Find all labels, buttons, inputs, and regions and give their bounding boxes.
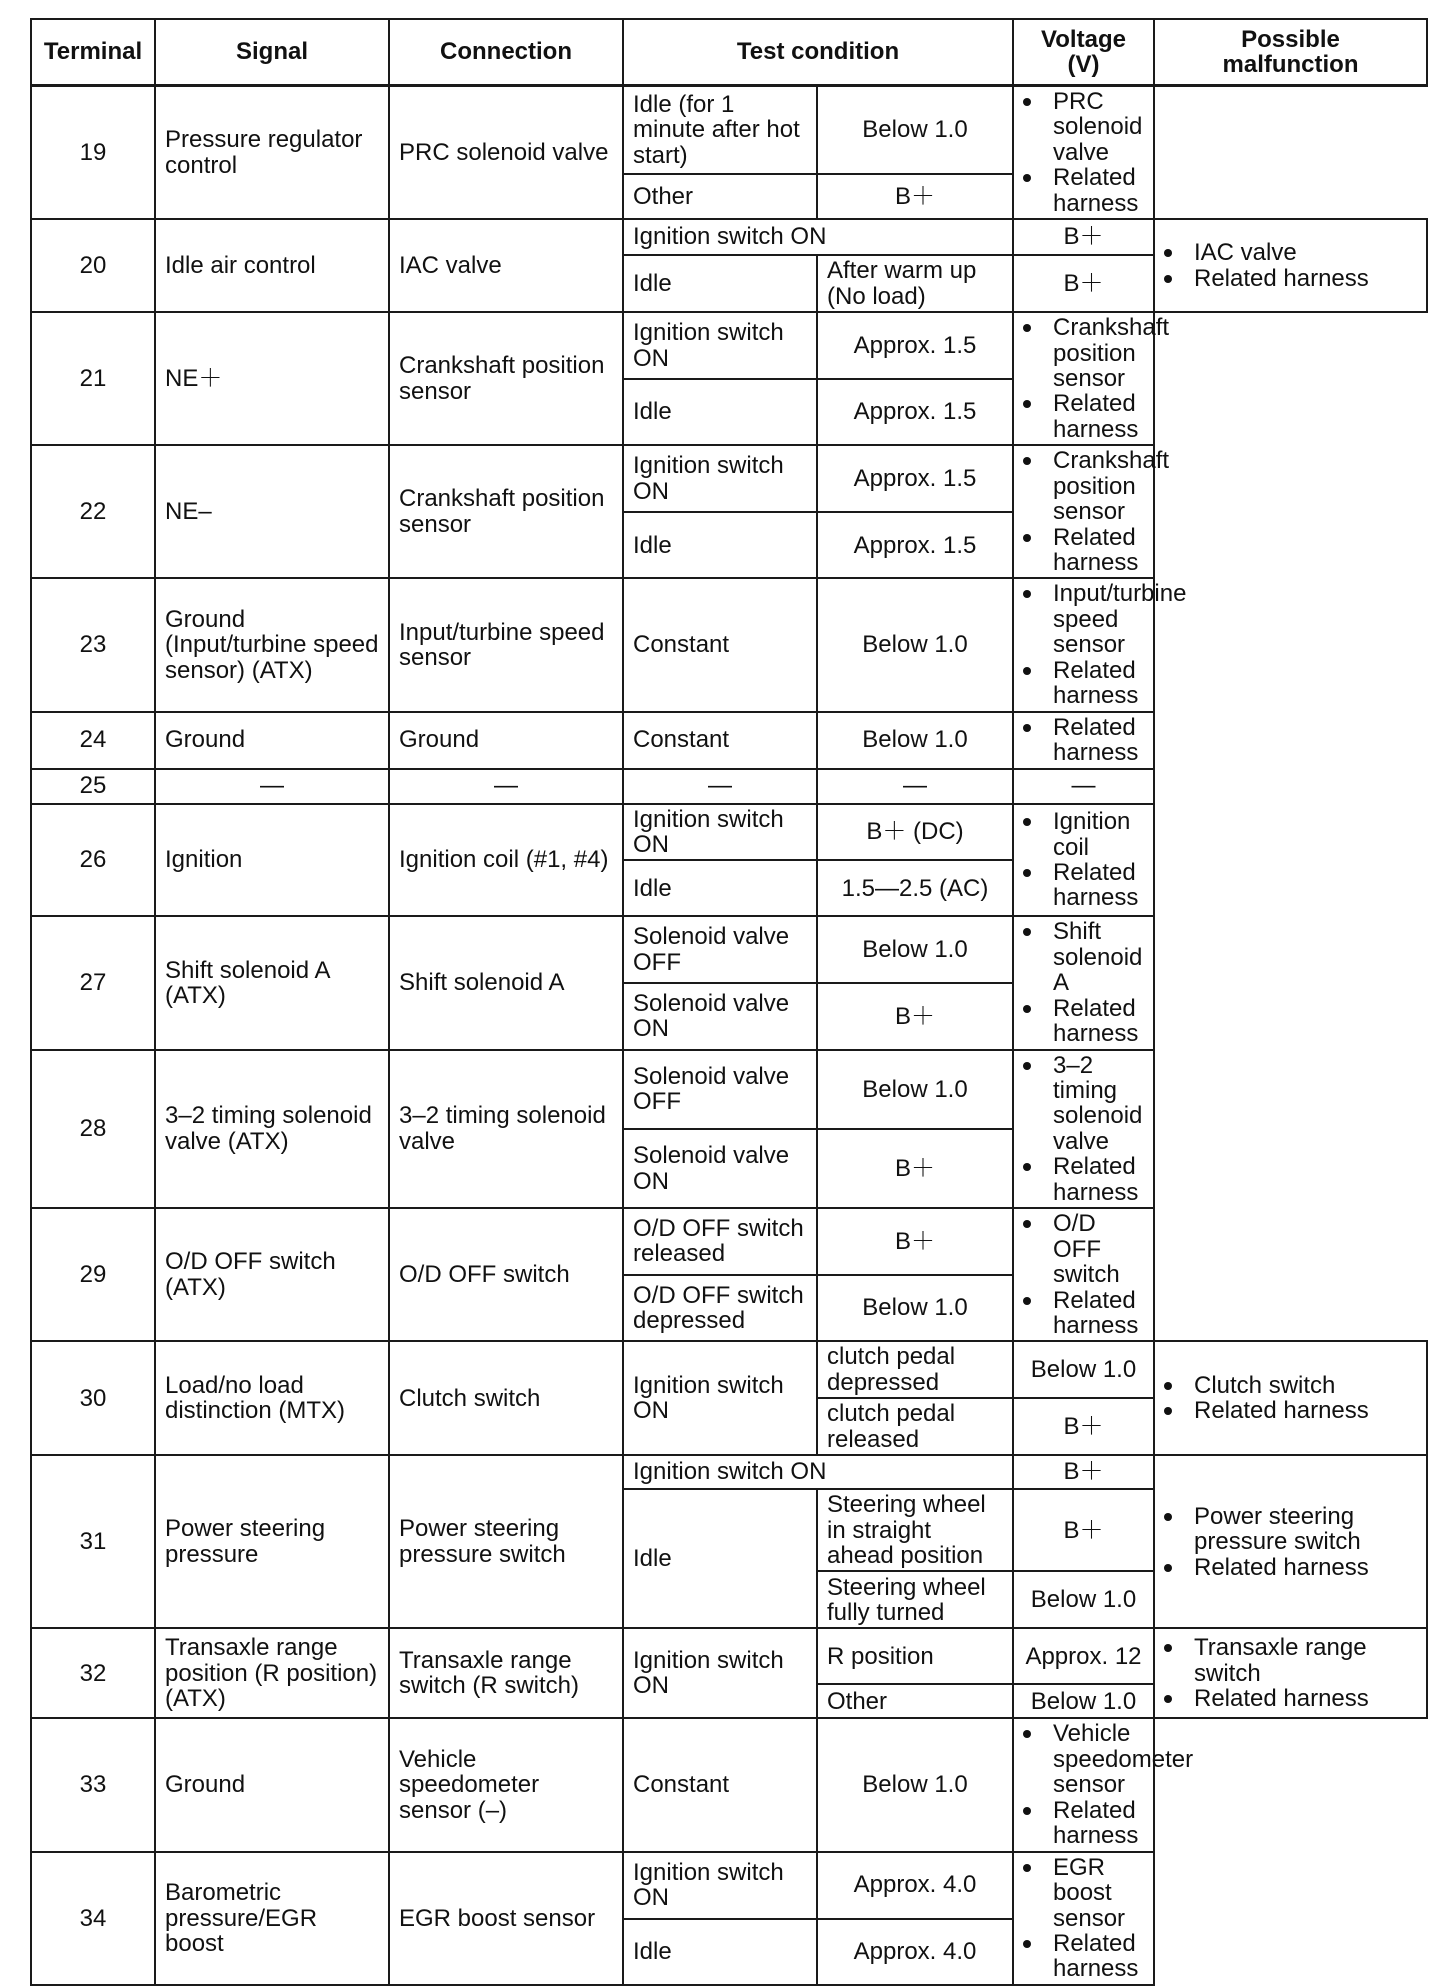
malfunction-item: Related harness — [1164, 266, 1417, 291]
malfunction-list — [1023, 1211, 1144, 1338]
malfunction-cell — [1013, 312, 1170, 445]
voltage-cell: B＋ — [1013, 1398, 1154, 1455]
signal-cell: Ignition — [155, 804, 389, 917]
malfunction-item: Ignition coil — [1023, 809, 1144, 860]
test-condition-cell: Idle (for 1 minute after hot start) — [623, 86, 817, 175]
test-condition-cell: Ignition switch ON — [623, 312, 817, 379]
test-subcondition-cell: clutch pedal depressed — [817, 1341, 1013, 1398]
malfunction-cell — [1013, 804, 1154, 917]
malfunction-list — [1023, 580, 1187, 710]
malfunction-cell — [1013, 445, 1170, 578]
voltage-cell: B＋ — [1013, 219, 1154, 255]
malfunction-list — [1023, 1053, 1144, 1206]
malfunction-list — [1164, 1635, 1417, 1711]
header-connection: Connection — [389, 19, 623, 86]
voltage-cell: Approx. 4.0 — [817, 1919, 1013, 1985]
voltage-cell: Approx. 1.5 — [817, 512, 1013, 578]
signal-cell: Load/no load distinction (MTX) — [155, 1341, 389, 1455]
table-row — [31, 804, 1427, 861]
header-row — [31, 19, 1427, 86]
malfunction-item: Related harness — [1023, 996, 1144, 1047]
malfunction-list — [1164, 1504, 1417, 1580]
test-subcondition-cell: Other — [817, 1684, 1013, 1718]
terminal-voltage-table — [30, 18, 1428, 1986]
malfunction-list — [1023, 1855, 1144, 1982]
connection-cell: IAC valve — [389, 219, 623, 312]
connection-cell: Crankshaft position sensor — [389, 445, 623, 578]
signal-cell: Ground — [155, 712, 389, 769]
voltage-cell: Below 1.0 — [817, 712, 1013, 769]
test-condition-cell: Ignition switch ON — [623, 1455, 1013, 1489]
test-condition-cell: O/D OFF switch released — [623, 1208, 817, 1275]
test-condition-cell: Ignition switch ON — [623, 804, 817, 861]
malfunction-item: Related harness — [1023, 525, 1144, 576]
voltage-cell: B＋ — [1013, 1455, 1154, 1489]
connection-cell: PRC solenoid valve — [389, 86, 623, 220]
table-row — [31, 769, 1427, 804]
signal-cell: Ground — [155, 1718, 389, 1851]
signal-cell: Ground (Input/turbine speed sensor) (ATX) — [155, 578, 389, 711]
malfunction-cell — [1013, 1050, 1154, 1209]
signal-cell: Pressure regulator control — [155, 86, 389, 220]
voltage-cell: B＋ — [817, 174, 1013, 219]
test-subcondition-cell: clutch pedal released — [817, 1398, 1013, 1455]
malfunction-list — [1023, 809, 1144, 911]
test-condition-cell: Solenoid valve ON — [623, 983, 817, 1050]
terminal-cell: 29 — [31, 1208, 155, 1341]
terminal-cell: 33 — [31, 1718, 155, 1851]
header-signal: Signal — [155, 19, 389, 86]
voltage-cell: Approx. 12 — [1013, 1628, 1154, 1684]
malfunction-cell — [1013, 1718, 1194, 1851]
terminal-cell: 34 — [31, 1852, 155, 1985]
connection-cell: Clutch switch — [389, 1341, 623, 1455]
malfunction-item: Related harness — [1164, 1555, 1417, 1580]
table-row — [31, 219, 1427, 255]
test-condition-cell: — — [623, 769, 817, 804]
malfunction-list — [1023, 314, 1170, 443]
malfunction-item: Power steering pressure switch — [1164, 1504, 1417, 1555]
voltage-cell: Approx. 1.5 — [817, 379, 1013, 445]
voltage-cell: B＋ — [817, 1208, 1013, 1275]
terminal-cell: 26 — [31, 804, 155, 917]
malfunction-cell — [1013, 1852, 1154, 1985]
terminal-cell: 27 — [31, 916, 155, 1049]
table-row — [31, 916, 1427, 983]
terminal-cell: 19 — [31, 86, 155, 220]
signal-cell: Power steering pressure — [155, 1455, 389, 1628]
malfunction-item: O/D OFF switch — [1023, 1211, 1144, 1287]
voltage-cell: B＋ — [817, 983, 1013, 1050]
table-row — [31, 445, 1427, 512]
malfunction-list — [1164, 1373, 1417, 1424]
table-row — [31, 1050, 1427, 1129]
voltage-cell: B＋ — [1013, 1489, 1154, 1571]
table-row — [31, 312, 1427, 379]
malfunction-list — [1023, 89, 1144, 216]
signal-cell: — — [155, 769, 389, 804]
malfunction-item: IAC valve — [1164, 240, 1417, 265]
voltage-cell: Approx. 1.5 — [817, 312, 1013, 379]
test-condition-cell: O/D OFF switch depressed — [623, 1275, 817, 1342]
test-condition-cell: Ignition switch ON — [623, 219, 1013, 255]
malfunction-item: Clutch switch — [1164, 1373, 1417, 1398]
terminal-cell: 21 — [31, 312, 155, 445]
signal-cell: 3–2 timing solenoid valve (ATX) — [155, 1050, 389, 1209]
voltage-cell: Below 1.0 — [817, 578, 1013, 711]
table-row — [31, 578, 1427, 711]
connection-cell: O/D OFF switch — [389, 1208, 623, 1341]
table-row — [31, 86, 1427, 175]
malfunction-item: Related harness — [1023, 1288, 1144, 1339]
connection-cell: Ignition coil (#1, #4) — [389, 804, 623, 917]
test-subcondition-cell: After warm up (No load) — [817, 255, 1013, 312]
table-row — [31, 1341, 1427, 1398]
connection-cell: Power steering pressure switch — [389, 1455, 623, 1628]
connection-cell: Shift solenoid A — [389, 916, 623, 1049]
malfunction-cell — [1154, 1628, 1427, 1718]
voltage-cell: Below 1.0 — [817, 1718, 1013, 1851]
malfunction-item: Related harness — [1023, 1798, 1144, 1849]
connection-cell: Input/turbine speed sensor — [389, 578, 623, 711]
malfunction-item: Related harness — [1023, 391, 1144, 442]
terminal-cell: 28 — [31, 1050, 155, 1209]
test-subcondition-cell: Steering wheel fully turned — [817, 1571, 1013, 1628]
test-condition-cell: Constant — [623, 578, 817, 711]
malfunction-item: Crankshaft position sensor — [1023, 315, 1144, 391]
test-condition-cell: Ignition switch ON — [623, 1852, 817, 1919]
malfunction-list — [1023, 715, 1144, 766]
malfunction-cell — [1154, 1455, 1427, 1628]
terminal-cell: 32 — [31, 1628, 155, 1718]
voltage-cell: Below 1.0 — [1013, 1684, 1154, 1718]
test-condition-cell: Idle — [623, 1919, 817, 1985]
voltage-cell: 1.5—2.5 (AC) — [817, 860, 1013, 916]
table-row — [31, 1852, 1427, 1919]
malfunction-item: Transaxle range switch — [1164, 1635, 1417, 1686]
malfunction-item: Vehicle speedometer sensor — [1023, 1721, 1144, 1797]
malfunction-cell — [1013, 712, 1154, 769]
malfunction-cell — [1154, 1341, 1427, 1455]
test-subcondition-cell: R position — [817, 1628, 1013, 1684]
malfunction-cell: — — [1013, 769, 1154, 804]
header-possible-malfunction: Possible malfunction — [1154, 19, 1427, 86]
header-test-condition: Test condition — [623, 19, 1013, 86]
test-condition-cell: Idle — [623, 255, 817, 312]
connection-cell: Vehicle speedometer sensor (–) — [389, 1718, 623, 1851]
connection-cell: 3–2 timing solenoid valve — [389, 1050, 623, 1209]
signal-cell: NE＋ — [155, 312, 389, 445]
terminal-cell: 31 — [31, 1455, 155, 1628]
malfunction-cell — [1013, 916, 1154, 1049]
malfunction-item: Related harness — [1023, 658, 1144, 709]
malfunction-item: Related harness — [1164, 1686, 1417, 1711]
malfunction-item: Crankshaft position sensor — [1023, 448, 1144, 524]
table-row — [31, 1628, 1427, 1684]
malfunction-list — [1023, 447, 1170, 576]
malfunction-item: Related harness — [1023, 165, 1144, 216]
voltage-cell: Below 1.0 — [817, 916, 1013, 983]
malfunction-cell — [1013, 86, 1154, 220]
voltage-cell: Below 1.0 — [817, 86, 1013, 175]
terminal-cell: 20 — [31, 219, 155, 312]
signal-cell: Shift solenoid A (ATX) — [155, 916, 389, 1049]
malfunction-item: Related harness — [1023, 1154, 1144, 1205]
test-condition-cell: Idle — [623, 379, 817, 445]
malfunction-item: EGR boost sensor — [1023, 1855, 1144, 1931]
terminal-cell: 23 — [31, 578, 155, 711]
malfunction-list — [1023, 1720, 1194, 1850]
test-condition-cell: Ignition switch ON — [623, 1341, 817, 1455]
header-voltage: Voltage (V) — [1013, 19, 1154, 86]
test-condition-cell: Solenoid valve OFF — [623, 1050, 817, 1129]
terminal-cell: 24 — [31, 712, 155, 769]
voltage-cell: Below 1.0 — [817, 1050, 1013, 1129]
voltage-cell: Below 1.0 — [1013, 1571, 1154, 1628]
malfunction-list — [1023, 919, 1144, 1046]
malfunction-item: PRC solenoid valve — [1023, 89, 1144, 165]
malfunction-item: Related harness — [1023, 715, 1144, 766]
malfunction-item: Related harness — [1023, 860, 1144, 911]
voltage-cell: Approx. 1.5 — [817, 445, 1013, 512]
test-condition-cell: Ignition switch ON — [623, 445, 817, 512]
terminal-cell: 22 — [31, 445, 155, 578]
test-condition-cell: Other — [623, 174, 817, 219]
table-row — [31, 1208, 1427, 1275]
test-condition-cell: Idle — [623, 512, 817, 578]
test-condition-cell: Solenoid valve ON — [623, 1129, 817, 1208]
malfunction-item: Input/turbine speed sensor — [1023, 581, 1144, 657]
test-condition-cell: Constant — [623, 712, 817, 769]
test-condition-cell: Constant — [623, 1718, 817, 1851]
voltage-cell: B＋ — [1013, 255, 1154, 312]
table-row — [31, 1718, 1427, 1851]
malfunction-cell — [1013, 1208, 1154, 1341]
test-subcondition-cell: Steering wheel in straight ahead position — [817, 1489, 1013, 1571]
voltage-cell: Below 1.0 — [817, 1275, 1013, 1342]
test-condition-cell: Idle — [623, 860, 817, 916]
terminal-cell: 25 — [31, 769, 155, 804]
signal-cell: NE– — [155, 445, 389, 578]
voltage-cell: Approx. 4.0 — [817, 1852, 1013, 1919]
connection-cell: Transaxle range switch (R switch) — [389, 1628, 623, 1718]
test-condition-cell: Solenoid valve OFF — [623, 916, 817, 983]
test-condition-cell: Ignition switch ON — [623, 1628, 817, 1718]
malfunction-cell — [1013, 578, 1187, 711]
voltage-cell: Below 1.0 — [1013, 1341, 1154, 1398]
malfunction-item: Shift solenoid A — [1023, 919, 1144, 995]
table-row — [31, 1455, 1427, 1489]
connection-cell: Crankshaft position sensor — [389, 312, 623, 445]
table-row — [31, 712, 1427, 769]
voltage-cell: B＋ (DC) — [817, 804, 1013, 861]
connection-cell: — — [389, 769, 623, 804]
terminal-cell: 30 — [31, 1341, 155, 1455]
test-condition-cell: Idle — [623, 1489, 817, 1628]
signal-cell: O/D OFF switch (ATX) — [155, 1208, 389, 1341]
signal-cell: Barometric pressure/EGR boost — [155, 1852, 389, 1985]
connection-cell: EGR boost sensor — [389, 1852, 623, 1985]
malfunction-item: 3–2 timing solenoid valve — [1023, 1053, 1144, 1155]
malfunction-cell — [1154, 219, 1427, 312]
header-terminal: Terminal — [31, 19, 155, 86]
signal-cell: Transaxle range position (R position) (ATX) — [155, 1628, 389, 1718]
voltage-cell: — — [817, 769, 1013, 804]
signal-cell: Idle air control — [155, 219, 389, 312]
voltage-cell: B＋ — [817, 1129, 1013, 1208]
malfunction-item: Related harness — [1164, 1398, 1417, 1423]
malfunction-list — [1164, 240, 1417, 291]
connection-cell: Ground — [389, 712, 623, 769]
malfunction-item: Related harness — [1023, 1931, 1144, 1982]
